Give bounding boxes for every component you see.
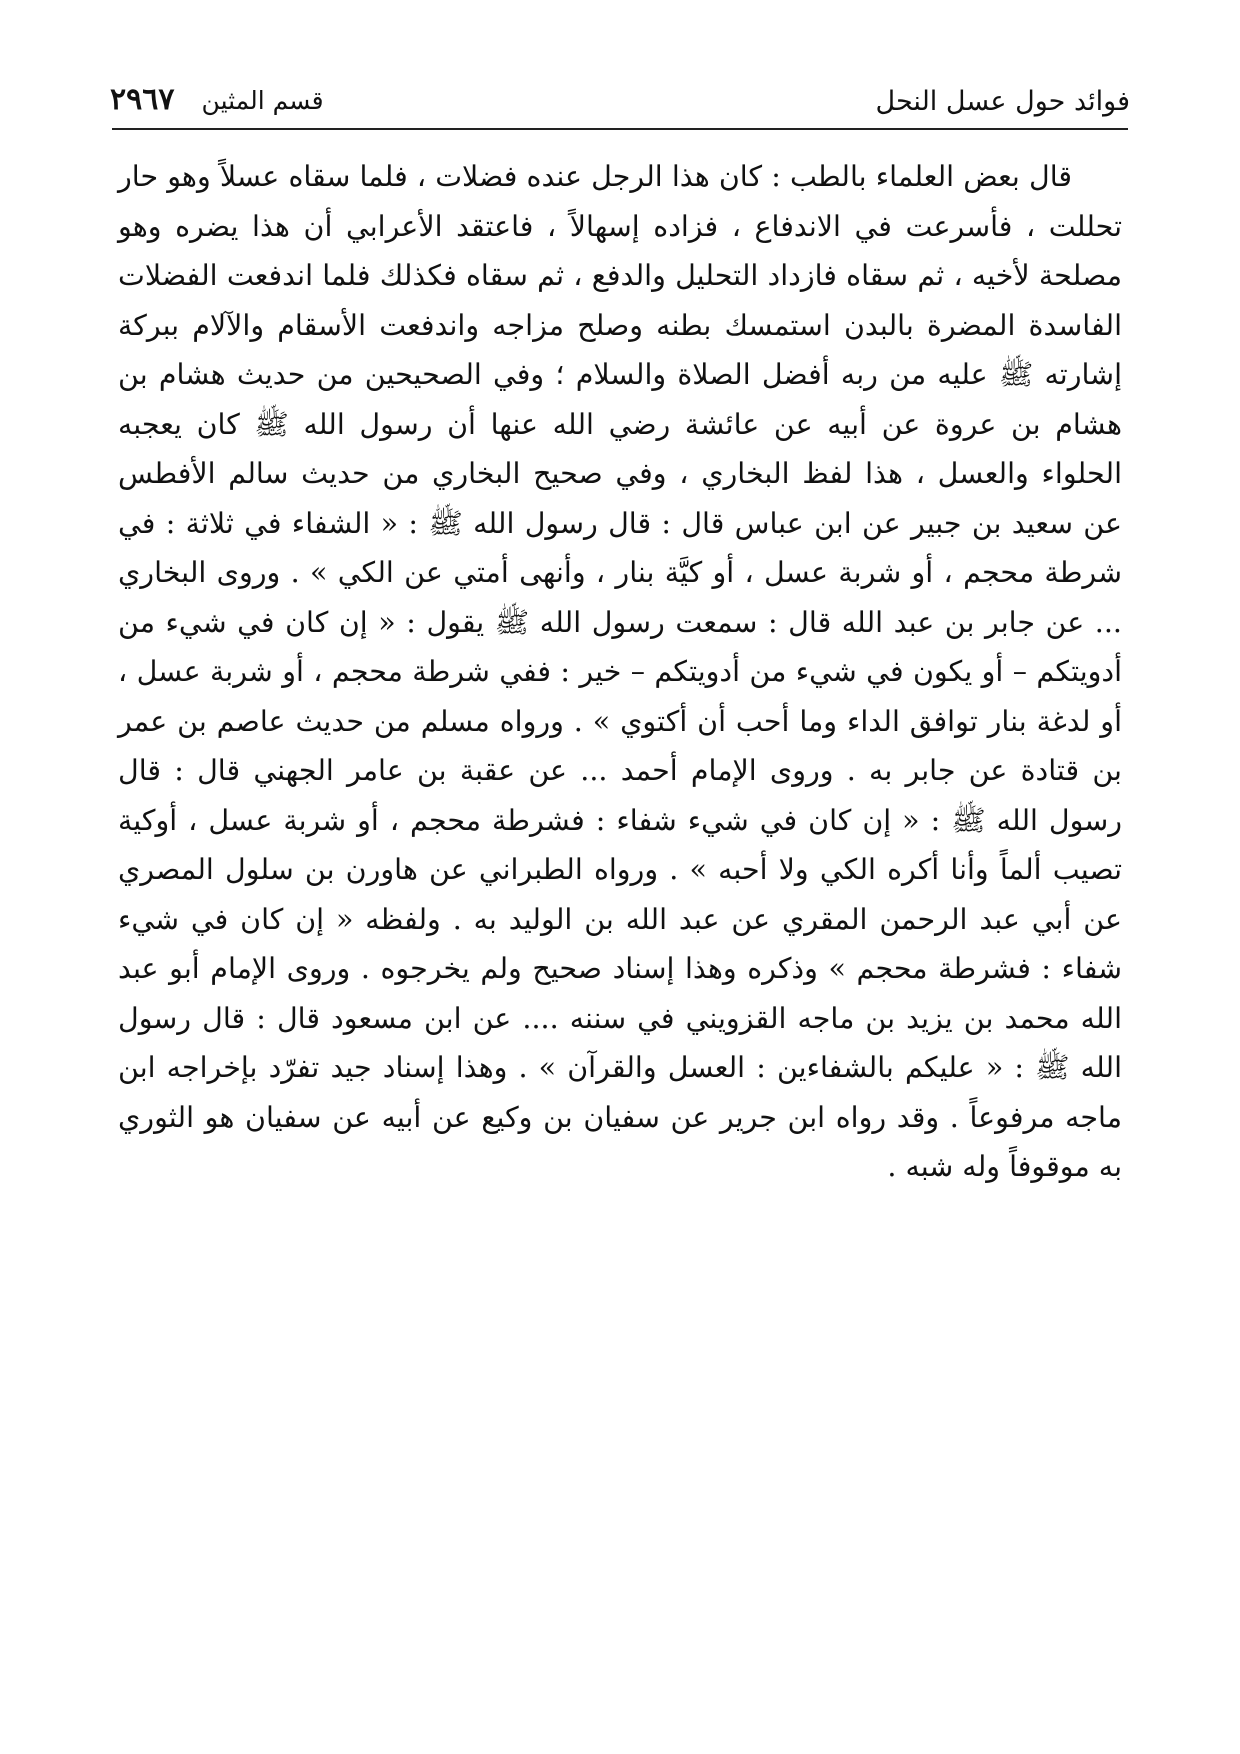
body-paragraph: قال بعض العلماء بالطب : كان هذا الرجل عنده فضلات ، فلما سقاه عسلاً وهو حار تحللت ، فأسرعت في الاندفاع ، فزاده إسهالاً ، فاعتقد الأعرابي أن هذا يضره وهو مصلحة لأخيه ، ثم سقاه فازداد التحليل والدفع ، ثم سقاه فكذلك فلما اندفعت الفضلات الفاسدة المضرة بالبدن استمسك بطنه وصلح مزاجه واندفعت الأسقام والآلام ببركة إشارته ﷺ عليه من ربه أفضل الصلاة والسلام ؛ وفي الصحيحين من حديث هشام بن هشام بن عروة عن أبيه عن عائشة رضي الله عنها أن رسول الله ﷺ كان يعجبه الحلواء والعسل ، هذا لفظ البخاري ، وفي صحيح البخاري من حديث سالم الأفطس عن سعيد بن جبير عن ابن عباس قال : قال رسول الله ﷺ : « الشفاء في ثلاثة : في شرطة محجم ، أو شربة عسل ، أو كيَّة بنار ، وأنهى أمتي عن الكي » . وروى البخاري ... عن جابر بن عبد الله قال : سمعت رسول الله ﷺ يقول : « إن كان في شيء من أدويتكم – أو يكون في شيء من أدويتكم – خير : ففي شرطة محجم ، أو شربة عسل ، أو لدغة بنار توافق الداء وما أحب أن أكتوي » . ورواه مسلم من حديث عاصم بن عمر بن قتادة عن جابر به . وروى الإمام أحمد ... عن عقبة بن عامر الجهني قال : قال رسول الله ﷺ : « إن كان في شيء شفاء : فشرطة محجم ، أو شربة عسل ، أوكية تصيب ألماً وأنا أكره الكي ولا أحبه » . ورواه الطبراني عن هاورن بن سلول المصري عن أبي عبد الرحمن المقري عن عبد الله بن الوليد به . ولفظه « إن كان في شيء شفاء : فشرطة محجم » وذكره وهذا إسناد صحيح ولم يخرجوه . وروى الإمام أبو عبد الله محمد بن يزيد بن ماجه القزويني في سننه .... عن ابن مسعود قال : قال رسول الله ﷺ : « عليكم بالشفاءين : العسل والقرآن » . وهذا إسناد جيد تفرّد بإخراجه ابن ماجه مرفوعاً . وقد رواه ابن جرير عن سفيان بن وكيع عن أبيه عن سفيان هو الثوري به موقوفاً وله شبه . bbox=[118, 160, 1122, 1183]
section-title: قسم المثين bbox=[201, 86, 324, 115]
running-header bbox=[110, 82, 1130, 122]
page-number: ٢٩٦٧ bbox=[110, 82, 175, 117]
header-left-group bbox=[110, 82, 324, 117]
main-text-block bbox=[118, 152, 1122, 1192]
header-divider bbox=[112, 128, 1128, 130]
chapter-title: فوائد حول عسل النحل bbox=[875, 86, 1130, 117]
